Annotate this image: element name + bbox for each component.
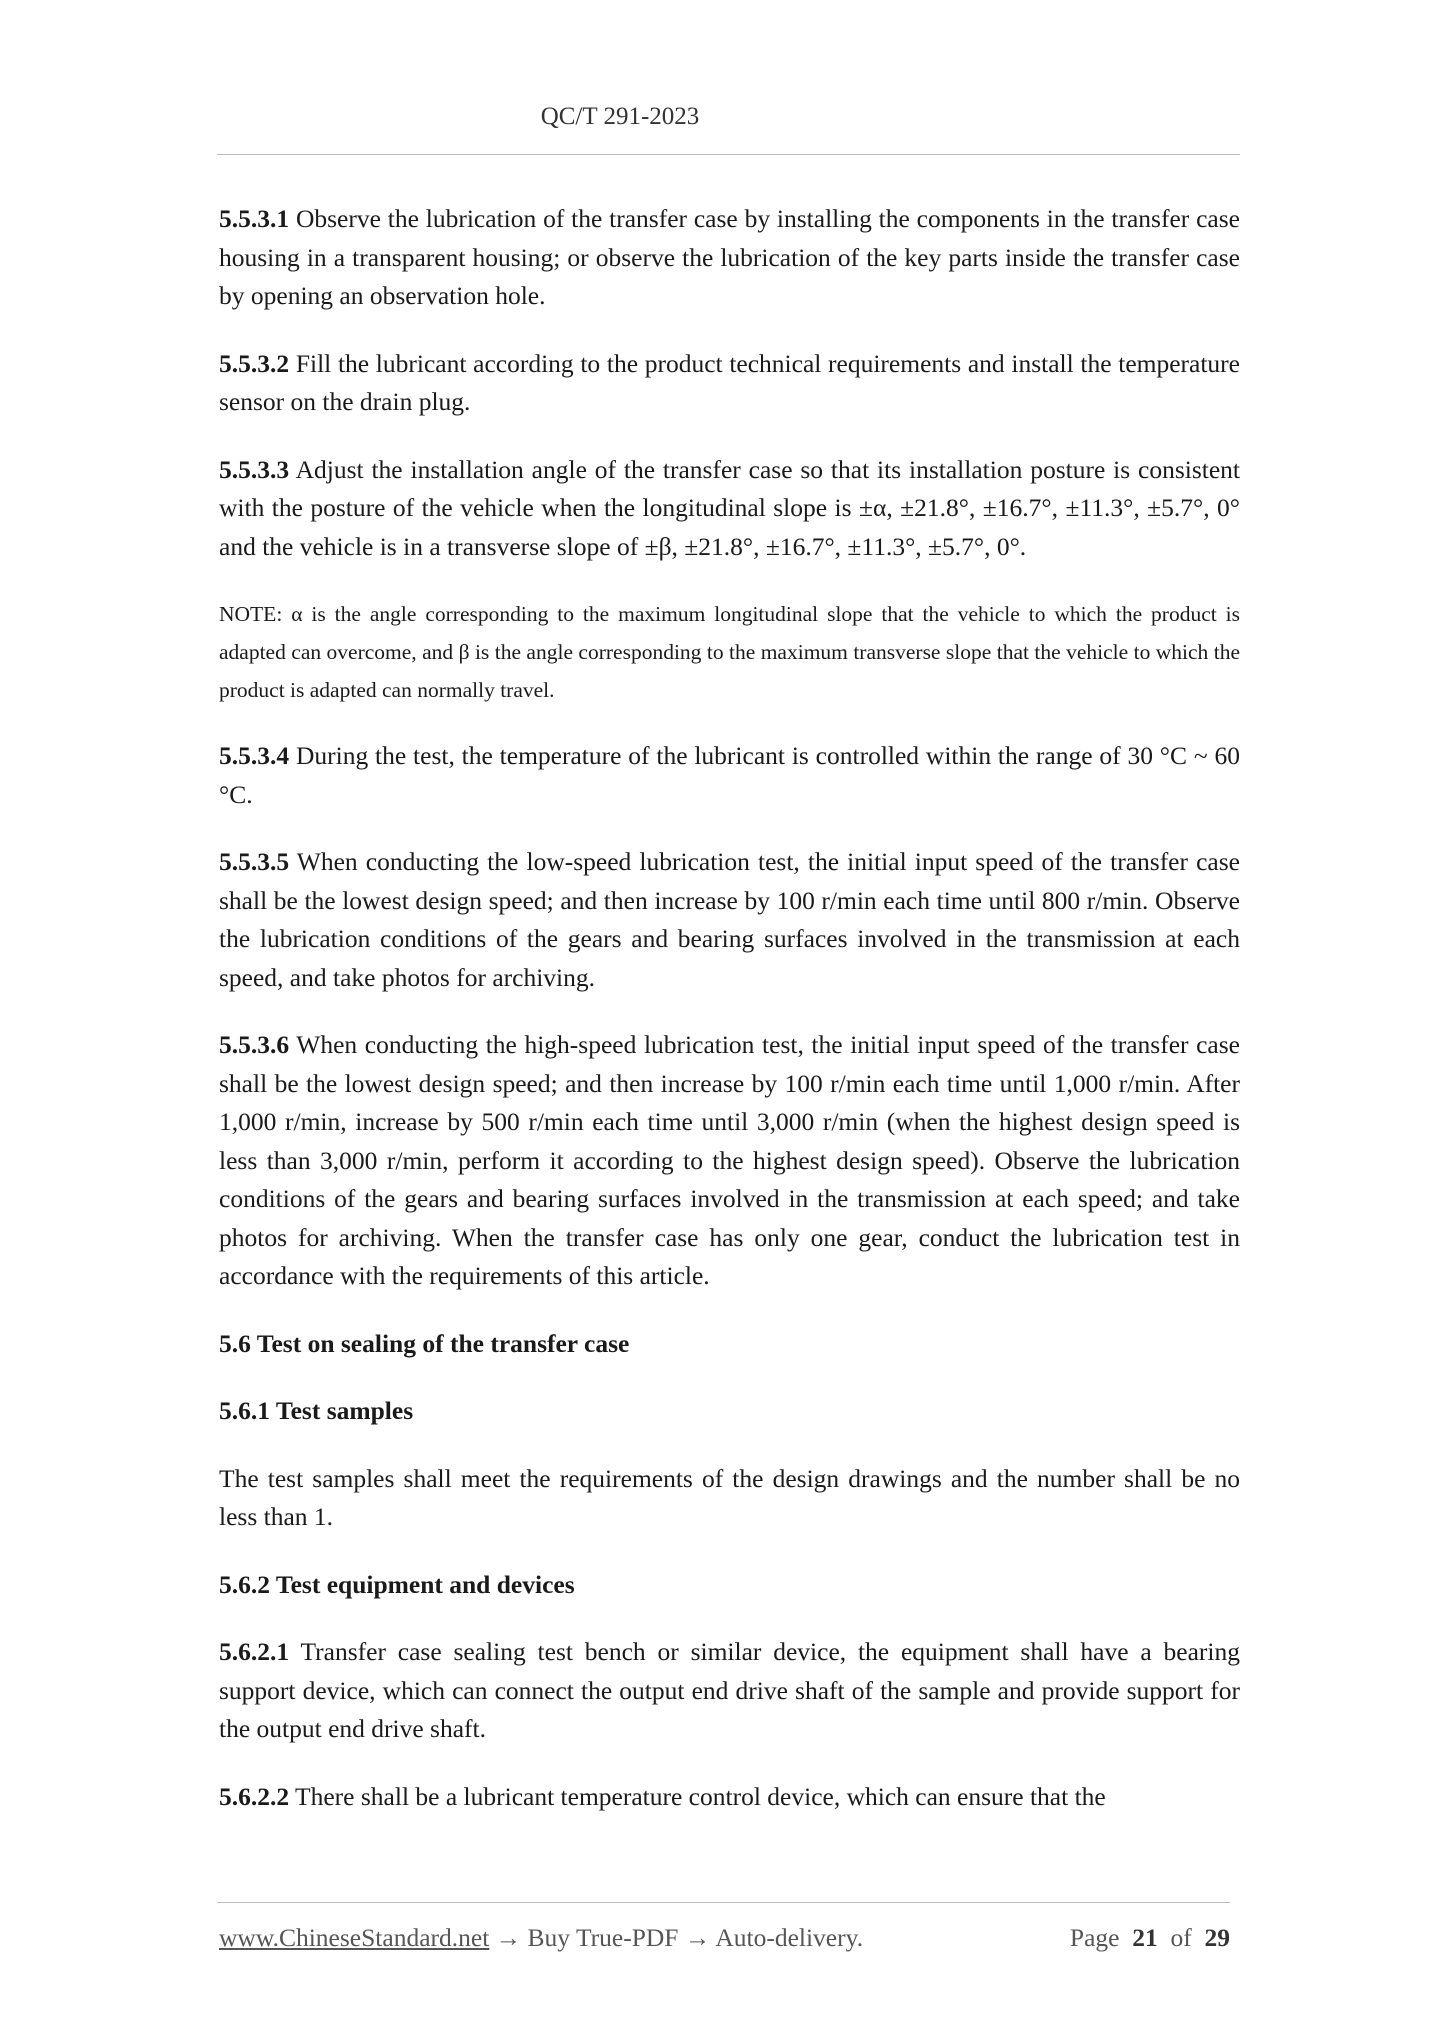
clause-number: 5.5.3.4 <box>219 741 290 770</box>
clause-number: 5.5.3.3 <box>219 454 290 484</box>
clause-text: Transfer case sealing test bench or similar device, the equipment shall have a bearing support device, which can connect the output end drive shaft of the sample and provide support for the output end drive shaft. <box>219 1637 1240 1743</box>
section-heading-5-6-1: 5.6.1 Test samples <box>219 1396 414 1425</box>
clause-text: Observe the lubrication of the transfer case by installing the components in the transfer case housing in a transparent housing; or observe the lubrication of the key parts inside the transfer case by opening an observation hole. <box>219 204 1240 310</box>
page-body <box>219 200 1240 1845</box>
arrow-icon: → <box>489 1923 528 1952</box>
total-pages: 29 <box>1204 1923 1230 1952</box>
clause-number: 5.6.2.2 <box>219 1781 290 1811</box>
paragraph-5-6-2-1 <box>219 1633 1240 1749</box>
clause-number: 5.5.3.2 <box>219 348 290 378</box>
clause-text: When conducting the low-speed lubrication test, the initial input speed of the transfer case shall be the lowest design speed; and then increase by 100 r/min each time until 800 r/min. Observe the lubrication conditions of the gears and bearing surfaces involved in the transmission at each speed, and take photos for archiving. <box>219 847 1240 992</box>
note-paragraph: NOTE: α is the angle corresponding to the maximum longitudinal slope that the vehicle to which the product is adapted can overcome, and β is the angle corresponding to the maximum transverse slope that the vehicle to which the product is adapted can normally travel. <box>219 602 1240 702</box>
footer-divider <box>217 1902 1230 1903</box>
clause-text: Adjust the installation angle of the transfer case so that its installation posture is consistent with the posture of the vehicle when the longitudinal slope is ±α, ±21.8°, ±16.7°, ±11.3°, ±5.7°, 0° and the vehicle is in a transverse slope of ±β, ±21.8°, ±16.7°, ±11.3°, ±5.7°, 0°. <box>219 454 1240 561</box>
header-divider <box>217 154 1240 155</box>
clause-text: Fill the lubricant according to the product technical requirements and install the temperature sensor on the drain plug. <box>219 348 1240 416</box>
clause-text: When conducting the high-speed lubrication test, the initial input speed of the transfer case shall be the lowest design speed; and then increase by 100 r/min each time until 1,000 r/min. After 1,000 r/min, increase by 500 r/min each time until 3,000 r/min (when the highest design speed is less than 3,000 r/min, perform it according to the highest design speed). Observe the lubrication conditions of the gears and bearing surfaces involved in the transmission at each speed; and take photos for archiving. When the transfer case has only one gear, conduct the lubrication test in accordance with the requirements of this article. <box>219 1030 1240 1290</box>
of-label: of <box>1170 1923 1192 1952</box>
document-header-code: QC/T 291-2023 <box>540 103 700 130</box>
clause-text: There shall be a lubricant temperature control device, which can ensure that the <box>289 1781 1106 1811</box>
paragraph-5-5-3-5 <box>219 843 1240 997</box>
section-heading-5-6-2: 5.6.2 Test equipment and devices <box>219 1569 575 1599</box>
paragraph-5-5-3-2 <box>219 345 1240 422</box>
current-page: 21 <box>1132 1923 1158 1952</box>
clause-number: 5.5.3.5 <box>219 847 290 876</box>
clause-text: During the test, the temperature of the lubricant is controlled within the range of 30 °C ~ 60 °C. <box>219 741 1240 809</box>
clause-number: 5.6.2.1 <box>219 1637 290 1666</box>
buy-pdf-text: Buy True-PDF <box>527 1923 679 1952</box>
paragraph-5-5-3-4 <box>219 737 1240 814</box>
clause-number: 5.5.3.1 <box>219 204 290 233</box>
section-heading-5-6: 5.6 Test on sealing of the transfer case <box>219 1328 630 1358</box>
paragraph-5-5-3-1 <box>219 200 1240 316</box>
website-link[interactable]: www.ChineseStandard.net <box>219 1923 490 1952</box>
paragraph-5-5-3-3 <box>219 451 1240 567</box>
clause-number: 5.5.3.6 <box>219 1030 290 1059</box>
footer-links <box>219 1923 863 1953</box>
arrow-icon: → <box>678 1923 716 1952</box>
auto-delivery-text: Auto-delivery. <box>715 1923 864 1952</box>
paragraph-5-6-2-2 <box>219 1778 1240 1817</box>
page-label: Page <box>1069 1923 1120 1952</box>
paragraph-test-samples: The test samples shall meet the requirements of the design drawings and the number shall be no less than 1. <box>219 1463 1240 1531</box>
paragraph-5-5-3-6 <box>219 1026 1240 1296</box>
page-number <box>1070 1923 1230 1953</box>
